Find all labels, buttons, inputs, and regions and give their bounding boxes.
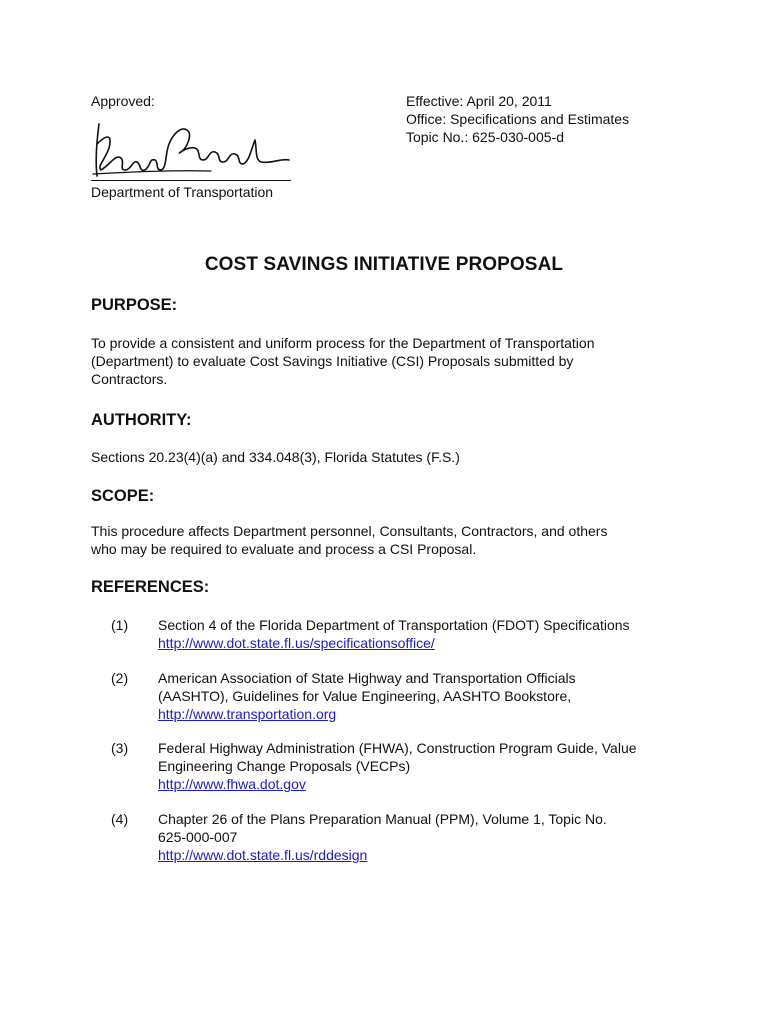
scope-heading: SCOPE: [91,487,155,505]
purpose-heading: PURPOSE: [91,296,178,314]
purpose-line-1: To provide a consistent and uniform process for the Department of Transportation [91,335,595,351]
signature-icon [91,114,291,184]
reference-link[interactable]: http://www.dot.state.fl.us/rddesign [158,847,368,863]
purpose-text [91,334,691,390]
reference-line: Section 4 of the Florida Department of Transportation (FDOT) Specifications [158,617,630,633]
purpose-line-3: Contractors. [91,371,168,387]
reference-number: (1) [111,617,129,633]
approved-label: Approved: [91,93,155,109]
reference-body [158,739,698,793]
authority-text: Sections 20.23(4)(a) and 334.048(3), Florida Statutes (F.S.) [91,449,460,465]
reference-line: Chapter 26 of the Plans Preparation Manual (PPM), Volume 1, Topic No. [158,811,607,827]
reference-line: 625-000-007 [158,829,238,845]
reference-body [158,810,698,864]
reference-number: (2) [111,670,129,686]
reference-link[interactable]: http://www.fhwa.dot.gov [158,776,306,792]
reference-line: American Association of State Highway and Transportation Officials [158,670,576,686]
department-label: Department of Transportation [91,184,274,200]
office-name: Office: Specifications and Estimates [406,111,630,127]
purpose-line-2: (Department) to evaluate Cost Savings Initiative (CSI) Proposals submitted by [91,353,574,369]
effective-date: Effective: April 20, 2011 [406,93,552,109]
reference-line: Engineering Change Proposals (VECPs) [158,758,411,774]
reference-link[interactable]: http://www.dot.state.fl.us/specificationsoffice/ [158,635,435,651]
document-meta [406,92,629,146]
reference-line: (AASHTO), Guidelines for Value Engineering, AASHTO Bookstore, [158,688,572,704]
scope-line-2: who may be required to evaluate and process a CSI Proposal. [91,541,477,557]
reference-number: (4) [111,811,129,827]
authority-heading: AUTHORITY: [91,411,192,429]
reference-line: Federal Highway Administration (FHWA), Construction Program Guide, Value [158,740,637,756]
reference-body [158,669,698,723]
signature-image [91,114,291,184]
approval-block [91,92,291,200]
topic-number: Topic No.: 625-030-005-d [406,129,564,145]
references-heading: REFERENCES: [91,578,210,596]
signature-line [91,180,291,181]
reference-body [158,616,698,652]
scope-text [91,522,691,560]
reference-number: (3) [111,740,129,756]
scope-line-1: This procedure affects Department personnel, Consultants, Contractors, and others [91,523,608,539]
document-title: COST SAVINGS INITIATIVE PROPOSAL [204,254,564,275]
reference-link[interactable]: http://www.transportation.org [158,706,337,722]
